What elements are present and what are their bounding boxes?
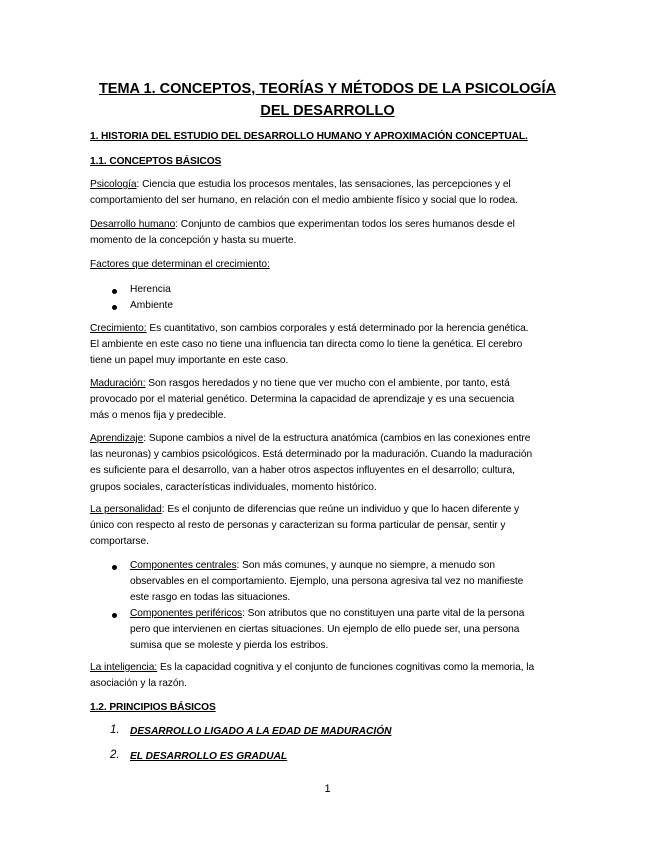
text-line: observables en el comportamiento. Ejemplo, una persona agresiva tal vez no manifieste (130, 576, 524, 588)
text-line: : Supone cambios a nivel de la estructura anatómica (cambios en las conexiones entre (143, 433, 531, 444)
text-line: : Conjunto de cambios que experimentan todos los seres humanos desde el (175, 219, 515, 230)
list-item-ambiente: Ambiente (130, 300, 174, 311)
bullet-icon (112, 305, 117, 310)
title-line-1: TEMA 1. CONCEPTOS, TEORÍAS Y MÉTODOS DE LA PSICOLOGÍA (98, 81, 557, 97)
principle-number: 1. (110, 724, 120, 736)
text-line: : Son más comunes, y aunque no siempre, a menudo son (236, 560, 496, 571)
bullet-icon (112, 565, 117, 570)
term-maduracion: Maduración: (90, 378, 146, 389)
text-line: sumisa que se moleste y pierda los estribos. (130, 640, 329, 652)
bullet-icon (112, 289, 117, 294)
term-componentes-centrales: Componentes centrales (130, 560, 237, 571)
paragraph-psicologia (90, 177, 570, 209)
text-line: : Es el conjunto de diferencias que reúne un individuo y que lo hacen diferente y (161, 504, 520, 515)
text-line: Es cuantitativo, son cambios corporales y está determinado por la herencia genética. (146, 323, 529, 334)
text-line: : Ciencia que estudia los procesos mentales, las sensaciones, las percepciones y el (136, 179, 511, 190)
paragraph-aprendizaje (90, 431, 570, 496)
text-line: El ambiente en este caso no tiene una influencia tan directa como lo tiene la genética. El cerebro (90, 339, 523, 351)
term-desarrollo-humano: Desarrollo humano (90, 219, 176, 230)
section-heading-1: 1. HISTORIA DEL ESTUDIO DEL DESARROLLO HUMANO Y APROXIMACIÓN CONCEPTUAL. (90, 131, 528, 142)
text-line: pero que intervienen en ciertas situaciones. Un ejemplo de ello puede ser, una persona (130, 624, 520, 636)
text-line: Es la capacidad cognitiva y el conjunto de funciones cognitivas como la memoria, la (157, 662, 535, 673)
title-line-2: DEL DESARROLLO (260, 103, 395, 119)
paragraph-personalidad (90, 502, 570, 551)
principle-number: 2. (110, 749, 120, 761)
term-crecimiento: Crecimiento: (90, 323, 147, 334)
principle-item: EL DESARROLLO ES GRADUAL (130, 751, 288, 762)
paragraph-inteligencia (90, 660, 570, 692)
term-inteligencia: La inteligencia: (90, 662, 158, 673)
text-line: comportarse. (90, 536, 149, 548)
term-psicologia: Psicología (90, 179, 137, 190)
list-item-componentes-perifericos (130, 606, 570, 655)
text-line: : Son atributos que no constituyen una parte vital de la persona (242, 608, 525, 619)
text-line: asociación y la razón. (90, 678, 187, 690)
text-line: comportamiento del ser humano, en relación con el medio ambiente físico y social que lo rodea. (90, 195, 518, 207)
text-line: grupos sociales, características individuales, momento histórico. (90, 481, 377, 493)
principle-item: DESARROLLO LIGADO A LA EDAD DE MADURACIÓN (130, 726, 392, 737)
text-line: único con respecto al resto de personas y caracterizan su forma particular de pensar, sentir y (90, 520, 506, 532)
text-line: provocado por el material genético. Determina la capacidad de aprendizaje y es una secuencia (90, 394, 515, 406)
term-aprendizaje: Aprendizaje (90, 433, 144, 444)
section-heading-1-2: 1.2. PRINCIPIOS BÁSICOS (90, 702, 216, 713)
text-line: es suficiente para el desarrollo, van a haber otros aspectos influyentes en el desarrollo; cultura, (90, 465, 515, 477)
factores-heading-text: Factores que determinan el crecimiento: (90, 259, 270, 270)
text-line: este rasgo en todas las situaciones. (130, 592, 291, 604)
term-personalidad: La personalidad (90, 504, 162, 515)
page-number: 1 (324, 783, 331, 795)
section-heading-1-1: 1.1. CONCEPTOS BÁSICOS (90, 156, 222, 167)
text-line: Son rasgos heredados y no tiene que ver mucho con el ambiente, por tanto, está (145, 378, 510, 389)
text-line: las neuronas) y cambios psicológicos. Está determinado por la maduración. Cuando la maduración (90, 449, 533, 461)
list-item-herencia: Herencia (130, 284, 171, 295)
paragraph-maduracion (90, 376, 570, 425)
paragraph-desarrollo (90, 217, 570, 249)
bullet-icon (112, 613, 117, 618)
list-item-componentes-centrales (130, 558, 570, 607)
text-line: tiene un papel muy importante en este caso. (90, 355, 289, 367)
document-title (60, 78, 595, 122)
paragraph-crecimiento (90, 321, 570, 370)
factores-heading (90, 257, 570, 273)
text-line: más o menos fija y predecible. (90, 410, 227, 422)
term-componentes-perifericos: Componentes periféricos (130, 608, 243, 619)
text-line: momento de la concepción y hasta su muerte. (90, 235, 297, 247)
